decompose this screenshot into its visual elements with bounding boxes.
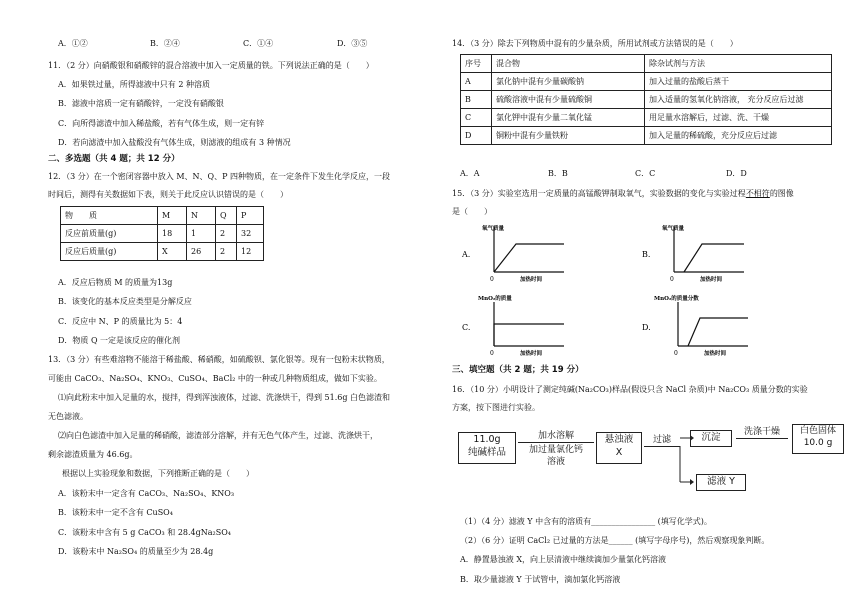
- table-cell: 1: [187, 225, 216, 243]
- graph-x-label: 加热时间: [704, 351, 727, 357]
- table-row: [461, 55, 832, 73]
- graph-x-label: 加热时间: [520, 351, 543, 357]
- q12-option-d: D．物质 Q 一定是该反应的催化剂: [58, 336, 181, 345]
- filter-step: 过滤: [644, 434, 680, 447]
- white-solid-box: [792, 424, 844, 454]
- table-cell: 18: [158, 225, 187, 243]
- q11-option-c: C．向所得滤渣中加入稀盐酸，若有气体生成，则一定有锌: [58, 119, 265, 128]
- table-cell: 加入足量的稀硫酸，充分反应后过滤: [645, 127, 832, 145]
- q10-option-d: D．③⑤: [337, 39, 368, 48]
- graph-b-svg: [640, 224, 750, 284]
- graph-curve: [684, 244, 744, 272]
- graph-origin: 0: [674, 350, 678, 357]
- wash-dry-step: 洗涤干燥: [736, 426, 788, 439]
- q13-line2: 可能由 CaCO₃、Na₂SO₄、KNO₃、CuSO₄、BaCl₂ 中的一种或几种物质组成，做如下实验。: [48, 374, 382, 383]
- graph-origin: 0: [670, 276, 674, 283]
- table-cell: 反应前质量(g): [61, 225, 158, 243]
- q10-option-c: C．①④: [243, 39, 274, 48]
- table-cell: 除杂试剂与方法: [645, 55, 832, 73]
- q12-stem-line2: 时间后，测得有关数据如下表，则关于此反应认识错误的是（ ）: [48, 190, 288, 199]
- table-row: [461, 73, 832, 91]
- table-cell: 混合物: [492, 55, 645, 73]
- step-label: 加过量氯化钙: [518, 442, 594, 456]
- table-cell: 序号: [461, 55, 492, 73]
- q12-option-b: B．该变化的基本反应类型是分解反应: [58, 297, 192, 306]
- q15-underlined-text: 不相符: [745, 189, 770, 198]
- q14-option-c: C．C: [635, 169, 656, 178]
- graph-y-label: 氧气质量: [482, 226, 505, 232]
- table-cell: C: [461, 109, 492, 127]
- graph-a-svg: [460, 224, 570, 284]
- q14-stem: 14．（3 分）除去下列物质中混有的少量杂质，所用试剂或方法错误的是（ ）: [452, 39, 738, 48]
- q16-part1: （1）（4 分）滤液 Y 中含有的溶质有________________ (填写化学式)。: [460, 517, 712, 526]
- q13-line3: ⑴向此粉末中加入足量的水，搅拌，得到浑浊液体，过滤、洗涤烘干，得到 51.6g 白色滤渣和: [58, 393, 391, 402]
- solid-name: 白色固体: [799, 426, 836, 436]
- q16-flow-diagram: [458, 424, 836, 508]
- q10-option-b: B．②④: [150, 39, 180, 48]
- graph-origin: 0: [490, 350, 494, 357]
- q13-option-b: B．该粉末中一定不含有 CuSO₄: [58, 508, 173, 517]
- graph-y-label: 氧气质量: [662, 226, 685, 232]
- step-label: 加水溶解: [537, 431, 574, 441]
- q15-graph-c: [460, 294, 570, 358]
- q14-option-a: A．A: [460, 169, 480, 178]
- q16-option-a: A．静置悬浊液 X，向上层清液中继续滴加少量氯化钙溶液: [460, 555, 667, 564]
- table-cell: X: [158, 243, 187, 261]
- suspension-name: 悬浊液: [604, 434, 634, 445]
- q11-option-a: A．如果铁过量，所得滤液中只有 2 种溶质: [58, 80, 210, 89]
- q15-stem-line2: 是（ ）: [452, 207, 492, 216]
- graph-option-label: D.: [642, 323, 651, 332]
- section-3-heading: 三、填空题（共 2 题；共 19 分）: [452, 365, 584, 375]
- graph-y-label: MnO₂的质量: [478, 296, 512, 302]
- table-cell: A: [461, 73, 492, 91]
- table-cell: 2: [216, 243, 237, 261]
- precipitate-box: 沉淀: [690, 430, 732, 447]
- suspension-label: X: [615, 447, 623, 458]
- q15-stem-line1: [452, 188, 794, 199]
- q15-stem-text: 15．（3 分）实验室选用一定质量的高锰酸钾制取氧气，实验数据的变化与实验过程: [452, 189, 746, 198]
- q13-option-d: D．该粉末中 Na₂SO₄ 的质量至少为 28.4g: [58, 547, 214, 556]
- table-cell: 加入过量的盐酸后蒸干: [645, 73, 832, 91]
- sample-name: 纯碱样品: [467, 447, 506, 458]
- q15-stem-end: 的图像: [769, 189, 794, 198]
- table-cell: M: [158, 207, 187, 225]
- arrowhead: [690, 479, 694, 485]
- q12-table: [60, 206, 264, 261]
- table-cell: 2: [216, 225, 237, 243]
- q13-option-a: A．该粉末中一定含有 CaCO₃、Na₂SO₄、KNO₃: [58, 489, 235, 498]
- arrowhead: [690, 435, 694, 441]
- graph-option-label: A.: [462, 250, 471, 259]
- q16-line1: 16．（10 分）小明设计了测定纯碱(Na₂CO₃)样品(假设只含 NaCl 杂质)中 Na₂CO₃ 质量分数的实验: [452, 385, 808, 394]
- table-row: [61, 243, 264, 261]
- graph-x-label: 加热时间: [520, 277, 543, 283]
- q13-line6: 剩余滤渣质量为 46.6g。: [48, 450, 138, 459]
- filtrate-y-box: 滤液 Y: [696, 474, 746, 491]
- graph-c-svg: [460, 294, 570, 358]
- q15-graph-b: [640, 224, 750, 284]
- q16-part2: （2）（6 分）证明 CaCl₂ 已过量的方法是______ (填写字母序号)，然后观察现象判断。: [460, 536, 770, 545]
- graph-y-label: MnO₂的质量分数: [654, 296, 699, 302]
- q14-option-d: D．D: [726, 169, 747, 178]
- q16-line2: 方案，按下图进行实验。: [452, 403, 540, 412]
- q13-line4: 无色滤液。: [48, 412, 88, 421]
- q12-stem-line1: 12．（3 分）在一个密闭容器中放入 M、N、Q、P 四种物质，在一定条件下发生化学反应，一段: [48, 172, 391, 181]
- table-cell: 32: [237, 225, 264, 243]
- table-cell: 物 质: [61, 207, 158, 225]
- q15-graph-d: [640, 294, 754, 358]
- table-cell: 氯化钠中混有少量碳酸钠: [492, 73, 645, 91]
- graph-origin: 0: [490, 276, 494, 283]
- q11-option-d: D．若向滤渣中加入盐酸没有气体生成，则滤液的组成有 3 种情况: [58, 138, 291, 147]
- table-cell: 用足量水溶解后，过滤、洗、干燥: [645, 109, 832, 127]
- graph-option-label: C.: [462, 323, 471, 332]
- table-row: [461, 127, 832, 145]
- q11-stem: 11．（2 分）向硝酸银和硝酸锌的混合溶液中加入一定质量的铁。下列说法正确的是（ ）: [48, 61, 374, 70]
- q13-line5: ⑵向白色滤渣中加入足量的稀硝酸，滤渣部分溶解，并有无色气体产生，过滤、洗涤烘干，: [58, 431, 378, 440]
- q15-graph-a: [460, 224, 570, 284]
- graph-d-svg: [640, 294, 754, 358]
- graph-curve: [494, 324, 564, 346]
- table-cell: 铜粉中混有少量铁粉: [492, 127, 645, 145]
- table-row: [61, 207, 264, 225]
- table-row: [461, 91, 832, 109]
- flow-arrows: [458, 424, 798, 508]
- table-cell: N: [187, 207, 216, 225]
- table-cell: P: [237, 207, 264, 225]
- q13-line7: 根据以上实验现象和数据，下列推断正确的是（ ）: [62, 469, 254, 478]
- step-label: 溶液: [546, 457, 565, 467]
- q10-option-a: A．①②: [58, 39, 88, 48]
- q13-line1: 13．（3 分）有些难溶物不能溶于稀盐酸、稀硝酸，如硫酸钡、氯化银等。现有一包粉末状物质，: [48, 355, 390, 364]
- table-row: [61, 225, 264, 243]
- q13-option-c: C．该粉末中含有 5 g CaCO₃ 和 28.4gNa₂SO₄: [58, 528, 231, 537]
- table-cell: 26: [187, 243, 216, 261]
- table-cell: D: [461, 127, 492, 145]
- q14-table: [460, 54, 832, 145]
- q12-option-c: C．反应中 N、P 的质量比为 5：4: [58, 317, 183, 326]
- q16-option-b: B．取少量滤液 Y 于试管中，滴加氯化钙溶液: [460, 575, 621, 584]
- table-cell: 反应后质量(g): [61, 243, 158, 261]
- table-cell: 硫酸溶液中混有少量硫酸铜: [492, 91, 645, 109]
- graph-x-label: 加热时间: [700, 277, 723, 283]
- graph-option-label: B.: [642, 250, 651, 259]
- q11-option-b: B．滤液中溶质一定有硝酸锌，一定没有硝酸银: [58, 99, 224, 108]
- table-cell: Q: [216, 207, 237, 225]
- table-cell: 12: [237, 243, 264, 261]
- table-cell: 加入适量的氢氧化钠溶液， 充分反应后过滤: [645, 91, 832, 109]
- table-cell: 氯化钾中混有少量二氧化锰: [492, 109, 645, 127]
- sample-mass: 11.0g: [473, 434, 501, 445]
- q12-option-a: A．反应后物质 M 的质量为13g: [58, 278, 173, 287]
- graph-curve: [494, 244, 564, 272]
- q14-option-b: B．B: [548, 169, 568, 178]
- graph-curve: [688, 318, 748, 346]
- table-cell: B: [461, 91, 492, 109]
- table-row: [461, 109, 832, 127]
- section-2-heading: 二、多选题（共 4 题；共 12 分）: [48, 154, 180, 164]
- solid-mass: 10.0 g: [803, 438, 833, 448]
